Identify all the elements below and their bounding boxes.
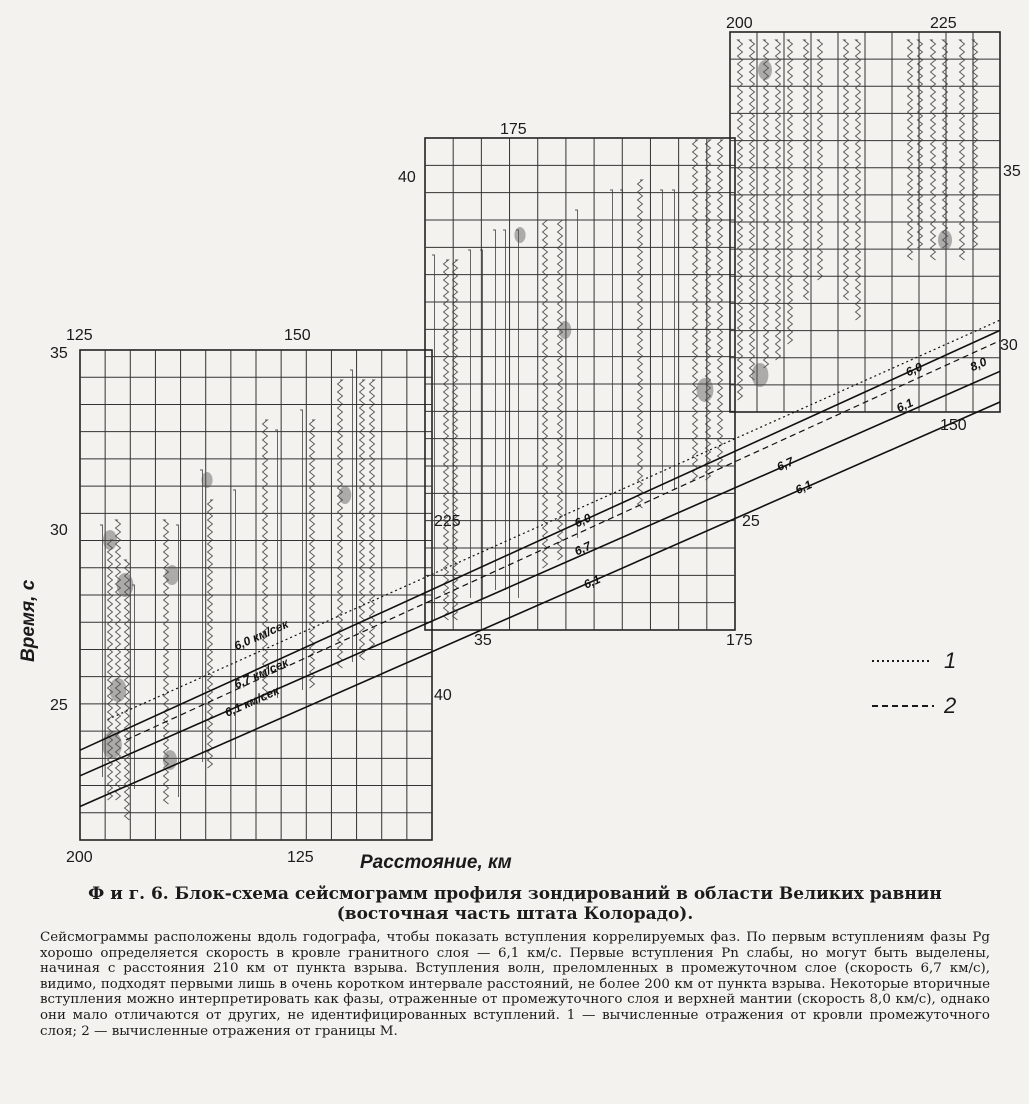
seismogram-trace (360, 380, 365, 660)
axis-tick-labels (50, 15, 1021, 866)
seismogram-trace (718, 140, 723, 468)
seismogram-trace (764, 40, 769, 368)
arrival-blot (559, 321, 572, 339)
arrival-blot (758, 60, 772, 80)
legend-key-1: 1 (944, 648, 957, 673)
tick-label: 125 (287, 849, 314, 866)
seismogram-trace (233, 490, 236, 758)
seismogram-trace (931, 40, 936, 260)
tick-label: 25 (742, 513, 760, 530)
inline-label: 8,0 (967, 354, 989, 375)
seismogram-trace (444, 260, 449, 620)
travel-time-lines (80, 320, 1000, 806)
inline-label: 6,1 (894, 395, 916, 416)
x-axis-label: Расстояние, км (360, 852, 512, 873)
tick-label: 35 (474, 632, 492, 649)
grid-blocks (80, 32, 1000, 840)
inline-label: 6,1 (793, 477, 815, 497)
arrival-blot (938, 230, 952, 250)
inline-label: 6,1 (581, 572, 603, 592)
arrival-blot (514, 227, 525, 243)
tick-label: 40 (398, 169, 416, 186)
seismogram-trace (804, 40, 809, 300)
seismogram-trace (575, 210, 578, 538)
tick-label: 35 (50, 345, 68, 362)
series-label-3: 6,1 км/сек (222, 683, 282, 720)
seismogram-trace (516, 230, 519, 598)
reflection-curve-1 (108, 320, 1000, 719)
inline-label: 6,7 (572, 538, 594, 559)
seismogram-trace (750, 40, 755, 380)
seismogram-trace (620, 190, 623, 518)
tick-label: 30 (50, 522, 68, 539)
series-label-1: 6,0 км/сек (231, 616, 291, 654)
figure-caption-title: Ф и г. 6. Блок-схема сейсмограмм профиля зондирований в области Великих равнин (восточная часть штата Колорадо). (88, 884, 942, 924)
arrival-blot (165, 565, 179, 585)
legend (872, 648, 956, 718)
seismogram-trace (638, 180, 643, 508)
arrival-blot (103, 530, 117, 550)
seismogram-trace (338, 380, 343, 668)
seismogram-trace (960, 40, 965, 260)
seismogram-trace (908, 40, 913, 260)
inline-label: 6,7 (774, 454, 796, 474)
seismogram-trace (350, 370, 353, 662)
seismogram-trace (503, 230, 506, 590)
figure-caption-text (40, 930, 990, 1039)
seismogram-trace (818, 40, 823, 280)
seismogram-trace (706, 140, 711, 480)
seismogram-trace (943, 40, 948, 248)
tick-label: 200 (726, 15, 753, 32)
tick-label: 200 (66, 849, 93, 866)
tick-label: 40 (434, 687, 452, 704)
seismogram-trace (370, 380, 375, 648)
inline-label: 6,0 (572, 510, 594, 531)
seismogram-trace (672, 190, 675, 490)
seismogram-trace (263, 420, 268, 700)
tick-label: 175 (726, 632, 753, 649)
seismogram-trace (610, 190, 613, 518)
tick-label: 125 (66, 327, 93, 344)
arrival-blot (752, 363, 769, 387)
arrival-blot (110, 678, 127, 702)
tick-label: 225 (930, 15, 957, 32)
seismogram-trace (918, 40, 923, 248)
seismogram-trace (660, 190, 663, 490)
tick-label: 150 (940, 417, 967, 434)
arrival-blot (117, 573, 134, 597)
figure-caption-paragraph: Сейсмограммы расположены вдоль годографа, чтобы показать вступления коррелируемых фаз. По первым вступлениям фазы Pg хорошо определяется скорость в кровле гранитного слоя — 6,1 км/с. Первые вступления Pn слабы, но могут быть выделены, начиная с расстояния 210 км от пункта взрыва. Вступления волн, преломленных в промежуточном слое (скорость 6,7 км/с), видимо, подходят первыми лишь в очень коротком интервале расстояний, не более 200 км от пункта взрыва. Некоторые вторичные вступления можно интерпретировать как фазы, отраженные от промежуточного слоя и верхней мантии (скорость 8,0 км/с), однако они мало отличаются от других, не идентифицированных вступлений. 1 — вычисленные отражения от кровли промежуточного слоя; 2 — вычисленные отражения от границы M. (40, 930, 990, 1039)
arrival-blot (201, 472, 212, 488)
seismogram-trace (856, 40, 861, 320)
tick-label: 25 (50, 697, 68, 714)
seismogram-trace (558, 220, 563, 560)
arrival-blot (697, 378, 714, 402)
tick-label: 225 (434, 513, 461, 530)
tick-label: 30 (1000, 337, 1018, 354)
seismogram-trace (100, 525, 103, 777)
arrival-blot (339, 486, 352, 504)
tick-label: 175 (500, 121, 527, 138)
legend-key-2: 2 (944, 693, 957, 718)
series-label-2: 6,7 км/сек (231, 655, 291, 692)
seismogram-trace (844, 40, 849, 300)
tick-label: 35 (1003, 163, 1021, 180)
seismogram-trace (310, 420, 315, 688)
seismogram-trace (493, 230, 496, 590)
seismogram-trace (543, 220, 548, 568)
seismogram-trace (788, 40, 793, 344)
seismogram-trace (693, 140, 698, 480)
travel-time-line-3 (80, 402, 1000, 806)
tick-label: 150 (284, 327, 311, 344)
seismogram-trace (776, 40, 781, 360)
y-axis-label: Время, с (18, 579, 39, 662)
inline-label: 6,0 (903, 359, 925, 380)
seismogram-trace (738, 40, 743, 400)
